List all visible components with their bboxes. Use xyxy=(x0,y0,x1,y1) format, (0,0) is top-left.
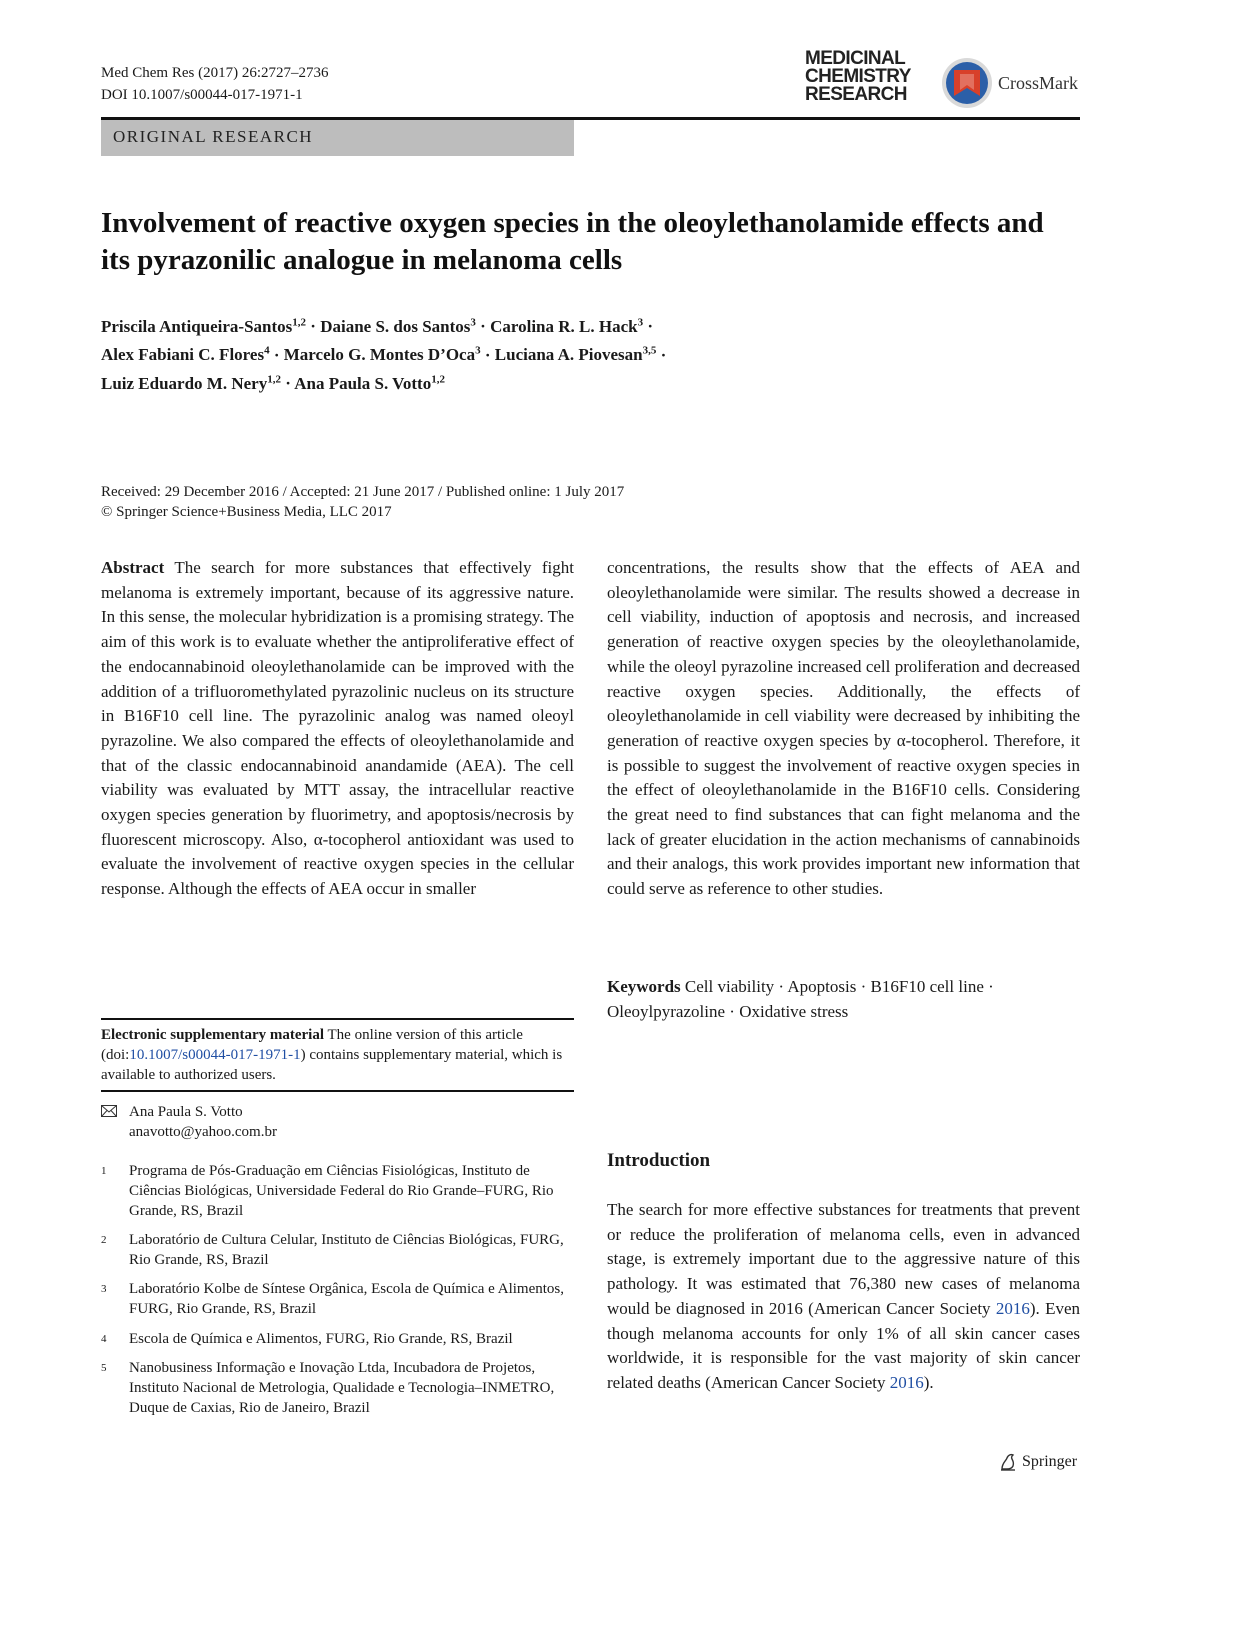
author-name[interactable]: Carolina R. L. Hack$^3$ xyxy=(490,316,644,336)
affiliation-number: 2 xyxy=(101,1234,107,1246)
keyword: Oxidative stress xyxy=(739,1001,849,1021)
introduction-heading: Introduction xyxy=(607,1150,711,1171)
copyright-line: © Springer Science+Business Media, LLC 2017 xyxy=(101,504,392,520)
affiliation-text: Laboratório de Cultura Celular, Instituto de Ciências Biológicas, FURG, Rio Grande, RS, Brazil xyxy=(129,1232,564,1268)
envelope-icon xyxy=(101,1105,117,1117)
journal-logo-line: RESEARCH xyxy=(805,84,907,105)
author-affiliation-marker: 1,2 xyxy=(267,373,281,386)
esm-rule xyxy=(101,1018,574,1020)
keywords-label: Keywords xyxy=(607,977,681,996)
affiliation-item xyxy=(101,1161,574,1221)
author-affiliation-marker: 3 xyxy=(475,344,481,357)
affiliation-text: Laboratório Kolbe de Síntese Orgânica, Escola de Química e Alimentos, FURG, Rio Grande, RS, Brazil xyxy=(129,1281,565,1317)
supplementary-material-note xyxy=(101,1025,574,1085)
affiliation-text: Escola de Química e Alimentos, FURG, Rio Grande, RS, Brazil xyxy=(129,1331,513,1347)
affiliation-item xyxy=(101,1358,574,1418)
author-name[interactable]: Priscila Antiqueira-Santos$^{1,2}$ xyxy=(101,316,307,336)
esm-doi-link[interactable]: 10.1007/s00044-017-1971-1 xyxy=(129,1047,301,1063)
section-banner xyxy=(101,120,574,156)
abstract-left-column xyxy=(101,556,574,902)
affiliation-item xyxy=(101,1230,574,1270)
esm-label: Electronic supplementary material xyxy=(101,1027,325,1043)
abstract-label: Abstract xyxy=(101,558,165,577)
introduction-text: The search for more effective substances for treatments that prevent or reduce the proliferation of melanoma cells, even in advanced stage, is extremely important due to the aggressive nature of this pathology. It was estimated that 76,380 new cases of melanoma would be diagnosed in 2016 (American Cancer Society 2016). Even though melanoma accounts for only 1% of all skin cancer cases worldwide, it is responsible for the vast majority of skin cancer related deaths (American Cancer Society 2016). xyxy=(607,1200,1080,1392)
keywords-block: Keywords Cell viability · Apoptosis · B16F10 cell line · Oleoylpyrazoline · Oxidative stress xyxy=(607,977,994,1021)
publisher-name: Springer xyxy=(1022,1453,1078,1470)
author-name[interactable]: Luiz Eduardo M. Nery$^{1,2}$ xyxy=(101,373,281,393)
springer-horse-icon xyxy=(998,1452,1018,1472)
affiliation-item xyxy=(101,1329,574,1349)
author-name[interactable]: Daiane S. dos Santos$^3$ xyxy=(320,316,476,336)
keyword: Cell viability xyxy=(684,977,775,996)
crossmark-label: CrossMark xyxy=(998,72,1078,93)
doi-line: DOI 10.1007/s00044-017-1971-1 xyxy=(101,87,303,103)
author-affiliation-marker: 3 xyxy=(470,316,476,328)
keyword: B16F10 cell line xyxy=(870,977,984,996)
affiliation-number: 3 xyxy=(101,1283,107,1295)
corresponding-author-name: Ana Paula S. Votto xyxy=(129,1104,243,1120)
esm-text: ) contains supplementary material, which is available to authorized users. xyxy=(101,1047,563,1083)
author-affiliation-marker: 3,5 xyxy=(642,344,657,357)
author-affiliation-marker: 4 xyxy=(264,344,270,357)
keyword: Apoptosis xyxy=(787,977,857,996)
citation-link[interactable]: 2016 xyxy=(995,1298,1030,1318)
author-affiliation-marker: 1,2 xyxy=(431,373,445,386)
author-name[interactable]: Alex Fabiani C. Flores$^4$ xyxy=(101,344,270,365)
affiliation-number: 1 xyxy=(101,1165,107,1177)
corresponding-author-email[interactable]: anavotto@yahoo.com.br xyxy=(129,1124,277,1140)
author-list: Priscila Antiqueira-Santos$^{1,2}$ · Daiane S. dos Santos$^3$ · Carolina R. L. Hack$^3$ · Alex Fabiani C. Flores$^4$ · Marcelo G. Montes D’Oca$^3$ · Luciana A. Piovesan$^{3,5}$ · Luiz Eduardo M. Nery$^{1,2}$ · Ana Paula S. Votto$^{1,2}$ xyxy=(101,316,667,393)
section-label: ORIGINAL RESEARCH xyxy=(113,127,314,146)
journal-logo-line: CHEMISTRY xyxy=(805,66,911,87)
publisher-logo xyxy=(998,1452,1077,1472)
history-dates: Received: 29 December 2016 / Accepted: 21 June 2017 / Published online: 1 July 2017 xyxy=(101,484,625,500)
author-affiliation-marker: 1,2 xyxy=(292,316,307,328)
crossmark-icon xyxy=(940,56,994,110)
author-name[interactable]: Marcelo G. Montes D’Oca$^3$ xyxy=(283,344,481,365)
affiliation-text: Nanobusiness Informação e Inovação Ltda, Incubadora de Projetos, Instituto Nacional de Metrologia, Qualidade e Tecnologia–INMETRO, Duque de Caxias, Rio de Janeiro, Brazil xyxy=(129,1360,555,1416)
correspondence-rule xyxy=(101,1090,574,1092)
affiliation-item xyxy=(101,1279,574,1319)
abstract-right-column: concentrations, the results show that the effects of AEA and oleoylethanolamide were similar. The results showed a decrease in cell viability, induction of apoptosis and necrosis, and increased generation of reactive oxygen species by the oleoylethanolamide, while the oleoyl pyrazoline increased cell proliferation and decreased reactive oxygen species. Additionally, the effects of oleoylethanolamide in cell viability were decreased by inhibiting the generation of reactive oxygen species by α-tocopherol. Therefore, it is possible to suggest the involvement of reactive oxygen species in the effect of oleoylethanolamide in the B16F10 cells. Considering the great need to find substances that can fight melanoma and the lack of greater elucidation in the action mechanisms of cannabinoids and their analogs, this work provides important new information that could serve as reference to other studies. xyxy=(607,558,1080,899)
journal-logo xyxy=(805,50,911,104)
article-title: Involvement of reactive oxygen species in the oleoylethanolamide effects and its pyrazonilic analogue in melanoma cells xyxy=(101,207,1044,276)
affiliation-text: Programa de Pós-Graduação em Ciências Fisiológicas, Instituto de Ciências Biológicas, Universidade Federal do Rio Grande–FURG, Rio Grande, RS, Brazil xyxy=(129,1163,554,1219)
affiliation-number: 4 xyxy=(101,1333,107,1345)
journal-citation: Med Chem Res (2017) 26:2727–2736 xyxy=(101,65,329,81)
publication-dates xyxy=(101,482,624,522)
author-affiliation-marker: 3 xyxy=(637,316,644,328)
header-citation-block xyxy=(101,62,328,106)
affiliation-number: 5 xyxy=(101,1362,107,1374)
keyword: Oleoylpyrazoline xyxy=(607,1001,726,1021)
author-name[interactable]: Luciana A. Piovesan$^{3,5}$ xyxy=(494,344,657,365)
journal-logo-line: MEDICINAL xyxy=(805,48,906,69)
abstract-text: The search for more substances that effectively fight melanoma is extremely important, because of its aggressive nature. In this sense, the molecular hybridization is a promising strategy. The aim of this work is to evaluate whether the antiproliferative effect of the endocannabinoid oleoylethanolamide can be improved with the addition of a trifluoromethylated pyrazolinic nucleus on its structure in B16F10 cell line. The pyrazolinic analog was named oleoyl pyrazoline. We also compared the effects of oleoylethanolamide and that of the classic endocannabinoid anandamide (AEA). The cell viability was evaluated by MTT assay, the intracellular reactive oxygen species generation by fluorimetry, and apoptosis/necrosis by fluorescent microscopy. Also, α-tocopherol antioxidant was used to evaluate the involvement of reactive oxygen species in the cellular response. Although the effects of AEA occur in smaller xyxy=(101,558,574,899)
correspondence-block xyxy=(101,1102,574,1142)
citation-link[interactable]: 2016 xyxy=(889,1372,924,1392)
esm-text: The online version of this article (doi: xyxy=(101,1027,523,1063)
author-name[interactable]: Ana Paula S. Votto$^{1,2}$ xyxy=(294,373,445,393)
crossmark-badge[interactable] xyxy=(940,56,1078,110)
